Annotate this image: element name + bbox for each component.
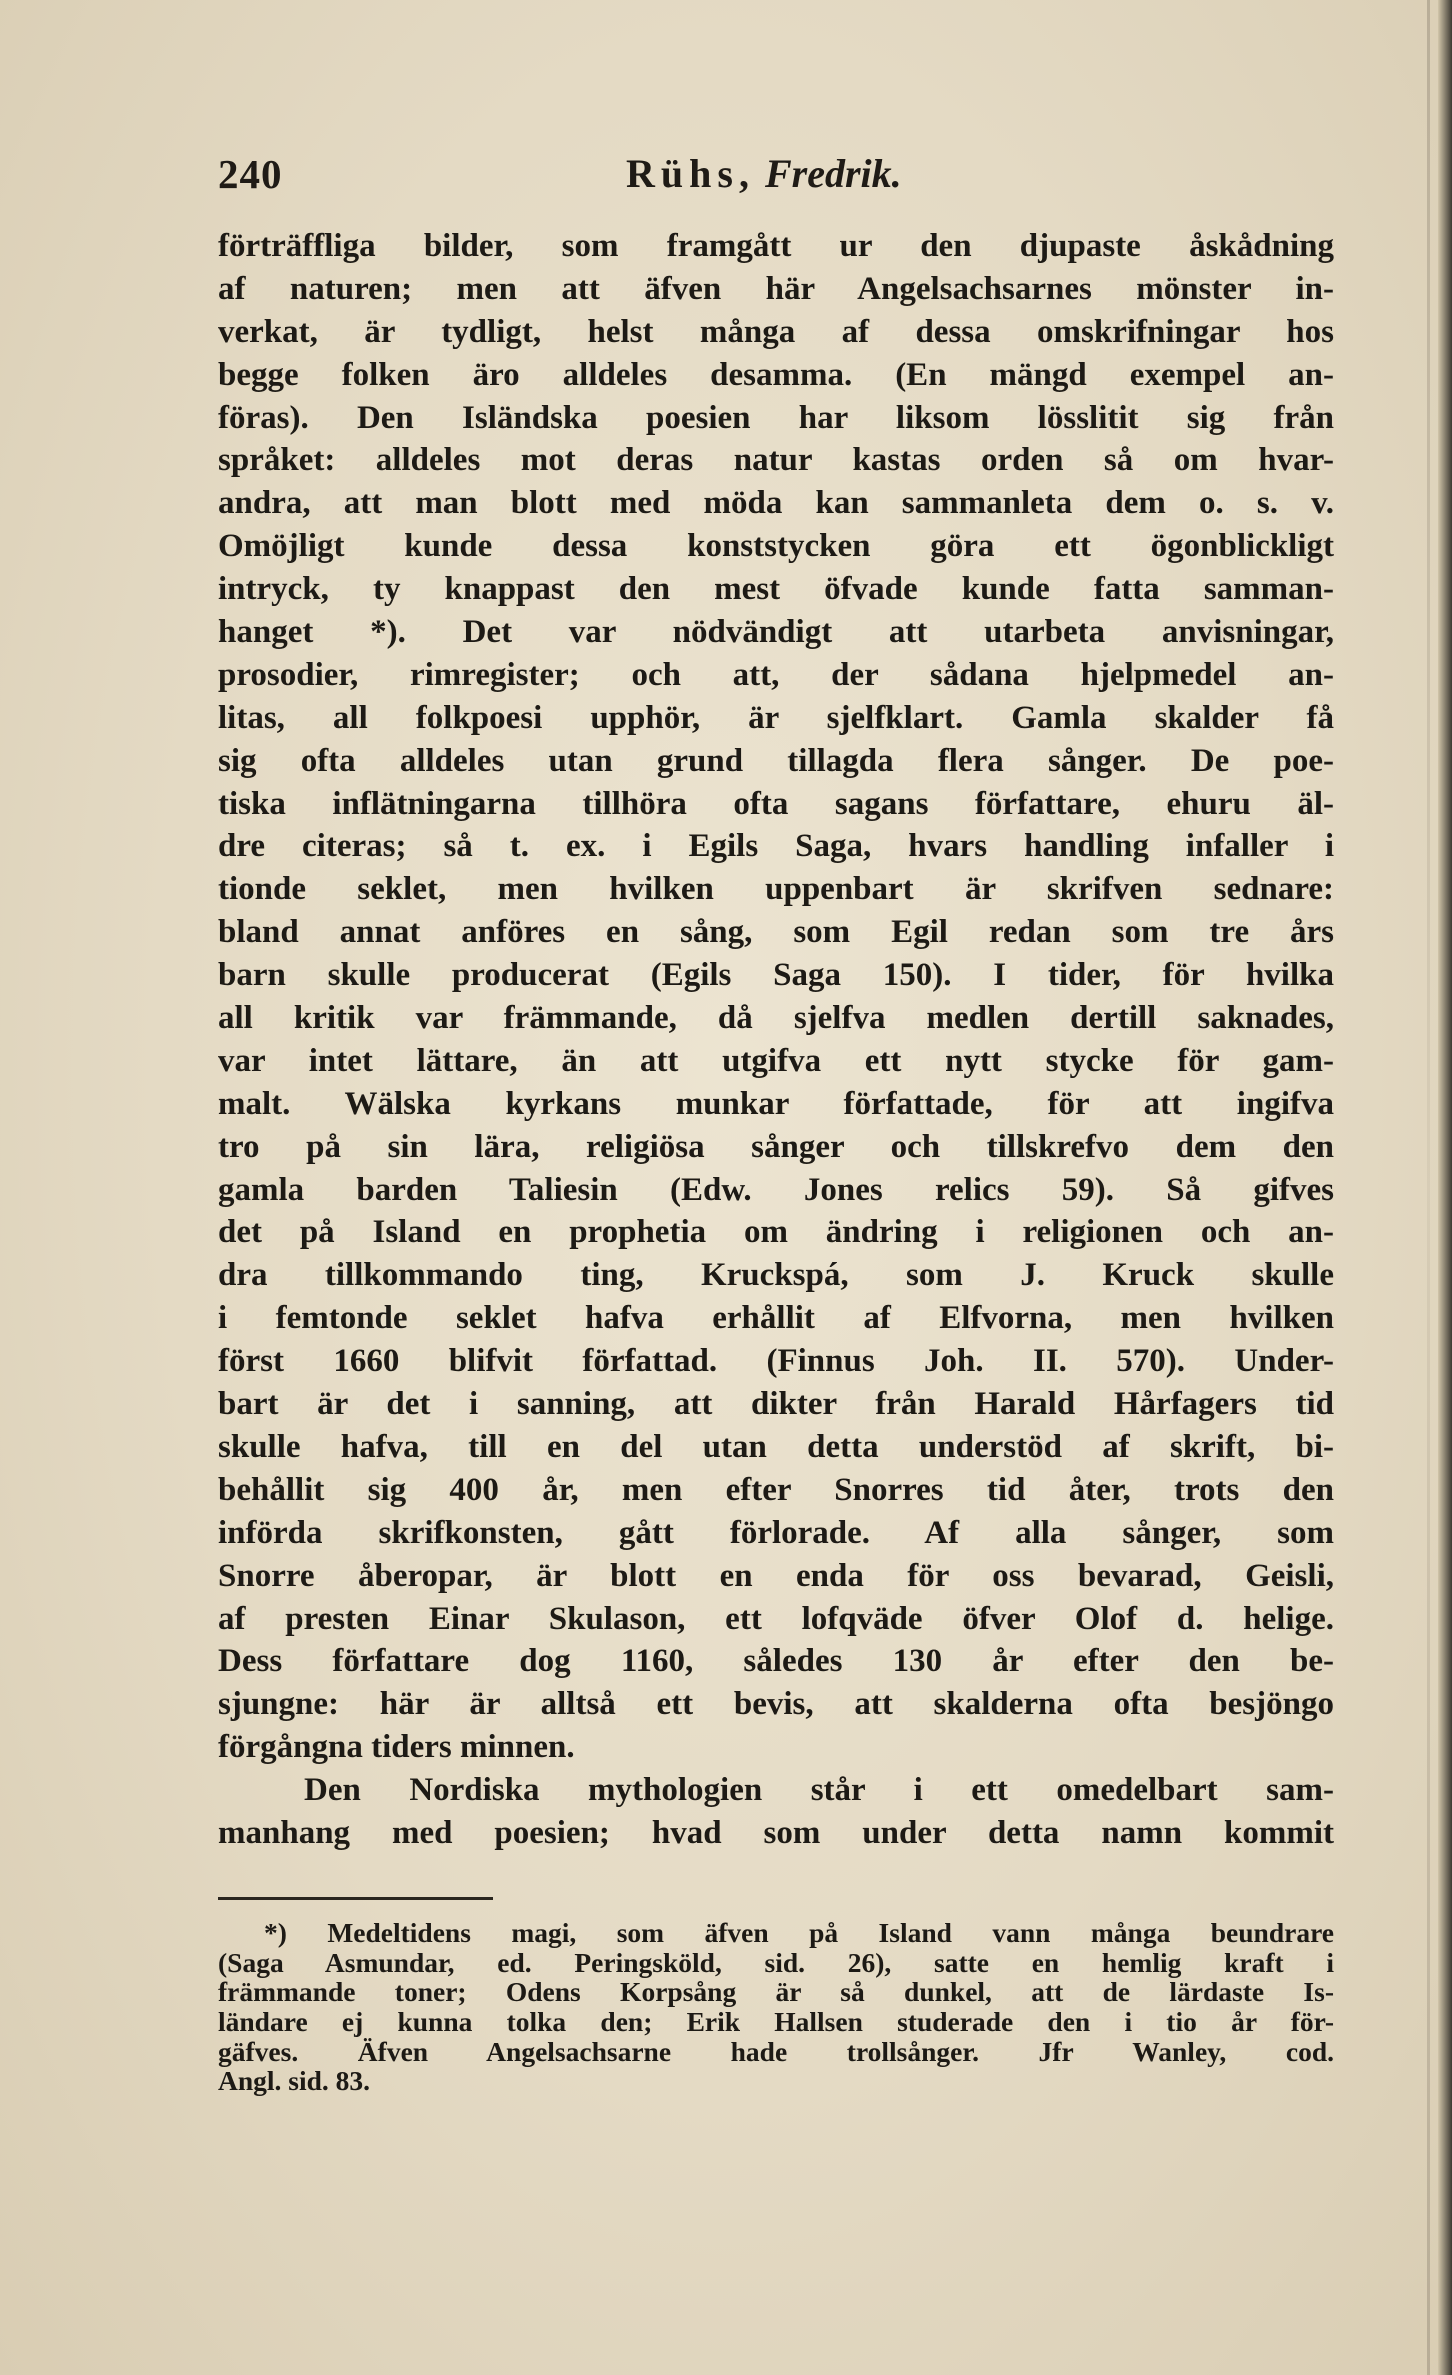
text-line: dra tillkommando ting, Kruckspá, som J. Kruck skulle (218, 1257, 1334, 1294)
text-line: bland annat anföres en sång, som Egil redan som tre års (218, 914, 1334, 951)
text-line: bart är det i sanning, att dikter från Harald Hårfagers tid (218, 1386, 1334, 1423)
text-line: prosodier, rimregister; och att, der sådana hjelpmedel an- (218, 656, 1334, 693)
footnote-line: främmande toner; Odens Korpsång är så dunkel, att de lärdaste Is- (218, 1976, 1334, 2008)
running-head (626, 150, 902, 197)
page-crease (1427, 0, 1430, 2375)
text-line: sjungne: här är alltså ett bevis, att skalderna ofta besjöngo (218, 1686, 1334, 1723)
text-line: Den Nordiska mythologien står i ett omedelbart sam- (304, 1772, 1334, 1809)
text-line: andra, att man blott med möda kan sammanleta dem o. s. v. (218, 485, 1334, 522)
text-line: all kritik var främmande, då sjelfva medlen dertill saknades, (218, 1000, 1334, 1037)
footnote-line: gäfves. Äfven Angelsachsarne hade trollsånger. Jfr Wanley, cod. (218, 2035, 1334, 2067)
text-line: behållit sig 400 år, men efter Snorres tid åter, trots den (218, 1471, 1334, 1508)
text-line: begge folken äro alldeles desamma. (En mängd exempel an- (218, 356, 1334, 393)
text-line: sig ofta alldeles utan grund tillagda flera sånger. De poe- (218, 742, 1334, 779)
footnote-line: Angl. sid. 83. (218, 2065, 371, 2097)
footnote-rule (218, 1897, 493, 1900)
text-line: malt. Wälska kyrkans munkar författade, för att ingifva (218, 1085, 1334, 1122)
text-line: dre citeras; så t. ex. i Egils Saga, hvars handling infaller i (218, 828, 1334, 865)
text-line: af presten Einar Skulason, ett lofqväde öfver Olof d. helige. (218, 1600, 1334, 1637)
text-line: litas, all folkpoesi upphör, är sjelfklart. Gamla skalder få (218, 699, 1334, 736)
page-header (218, 150, 1334, 210)
text-line: barn skulle producerat (Egils Saga 150). I tider, för hvilka (218, 957, 1334, 994)
text-line: manhang med poesien; hvad som under detta namn kommit (218, 1814, 1334, 1851)
footnote-line: ländare ej kunna tolka den; Erik Hallsen studerade den i tio år för- (218, 2006, 1334, 2038)
text-line: i femtonde seklet hafva erhållit af Elfvorna, men hvilken (218, 1300, 1334, 1337)
text-line: verkat, är tydligt, helst många af dessa omskrifningar hos (218, 313, 1334, 350)
text-line: språket: alldeles mot deras natur kastas orden så om hvar- (218, 442, 1334, 479)
text-line: införda skrifkonsten, gått förlorade. Af alla sånger, som (218, 1514, 1334, 1551)
text-line: af naturen; men att äfven här Angelsachsarnes mönster in- (218, 270, 1334, 307)
text-line: Omöjligt kunde dessa konststycken göra ett ögonblickligt (218, 528, 1334, 565)
page-number: 240 (218, 151, 283, 197)
footnote-line: (Saga Asmundar, ed. Peringsköld, sid. 26), satte en hemlig kraft i (218, 1946, 1334, 1978)
text-line: förträffliga bilder, som framgått ur den djupaste åskådning (218, 228, 1334, 264)
footnote-line: *) Medeltidens magi, som äfven på Island vann många beundrare (264, 1917, 1334, 1948)
text-line: det på Island en prophetia om ändring i religionen och an- (218, 1214, 1334, 1251)
text-line: först 1660 blifvit författad. (Finnus Joh. II. 570). Under- (218, 1343, 1334, 1380)
footnote (218, 1918, 1334, 2096)
text-line: Snorre åberopar, är blott en enda för oss bevarad, Geisli, (218, 1557, 1334, 1594)
text-line: tiska inflätningarna tillhöra ofta sagans författare, ehuru äl- (218, 785, 1334, 822)
text-line: var intet lättare, än att utgifva ett nytt stycke för gam- (218, 1042, 1334, 1079)
text-line: Dess författare dog 1160, således 130 år efter den be- (218, 1643, 1334, 1680)
running-head-name: Rühs, (626, 151, 755, 196)
text-line: föras). Den Isländska poesien har liksom lösslitit sig från (218, 399, 1334, 436)
main-text (218, 225, 1334, 1855)
text-line: gamla barden Taliesin (Edw. Jones relics 59). Så gifves (218, 1171, 1334, 1208)
text-line: hanget *). Det var nödvändigt att utarbeta anvisningar, (218, 614, 1334, 651)
running-head-given-name: Fredrik. (764, 151, 902, 196)
text-line: skulle hafva, till en del utan detta understöd af skrift, bi- (218, 1428, 1334, 1465)
text-line: tro på sin lära, religiösa sånger och tillskrefvo dem den (218, 1128, 1334, 1165)
text-line: intryck, ty knappast den mest öfvade kunde fatta samman- (218, 571, 1334, 608)
text-line: tionde seklet, men hvilken uppenbart är skrifven sednare: (218, 871, 1334, 908)
page-edge-shadow (1438, 0, 1452, 2375)
text-line: förgångna tiders minnen. (218, 1729, 575, 1766)
